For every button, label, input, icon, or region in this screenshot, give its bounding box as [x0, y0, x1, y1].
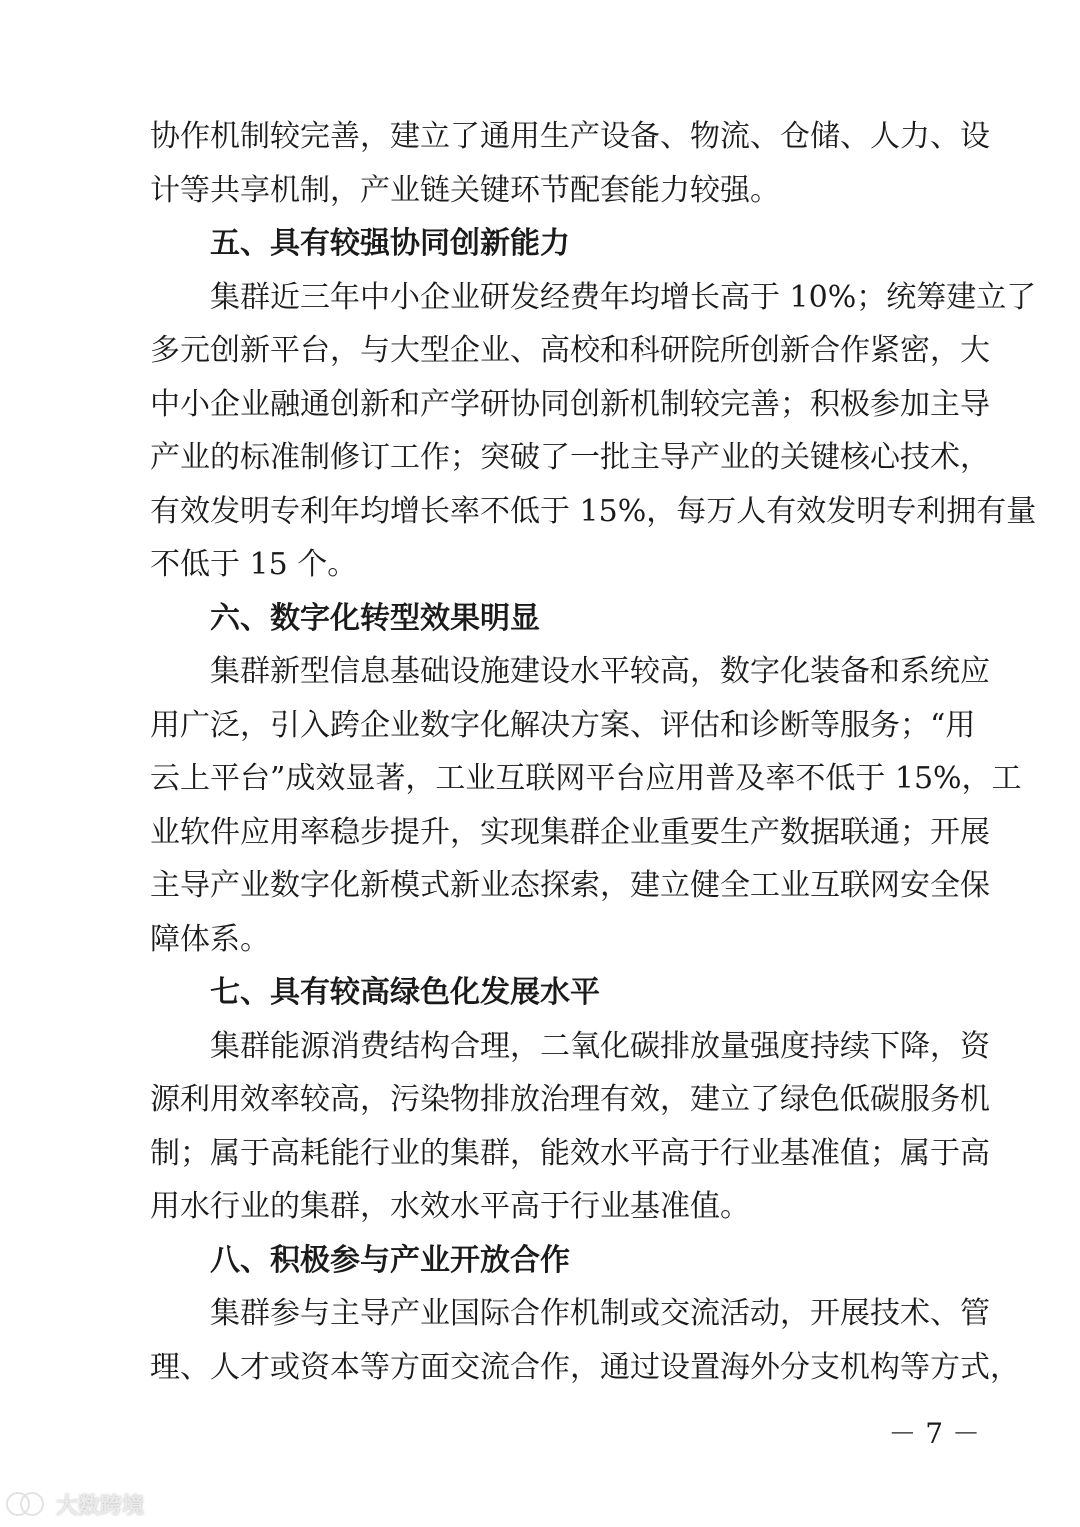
paragraph-line: 多元创新平台，与大型企业、高校和科研院所创新合作紧密，大 [150, 333, 990, 368]
paragraph-line: 集群近三年中小企业研发经费年均增长高于 10%；统筹建立了 [210, 280, 1037, 315]
section-heading-6: 六、数字化转型效果明显 [210, 601, 540, 636]
paragraph-line: 主导产业数字化新模式新业态探索，建立健全工业互联网安全保 [150, 868, 990, 903]
paragraph-line: 不低于 15 个。 [150, 547, 358, 582]
paragraph-line: 有效发明专利年均增长率不低于 15%，每万人有效发明专利拥有量 [150, 494, 1037, 529]
paragraph-line: 中小企业融通创新和产学研协同创新机制较完善；积极参加主导 [150, 387, 990, 422]
paragraph-line: 计等共享机制，产业链关键环节配套能力较强。 [150, 173, 780, 208]
paragraph-line: 集群能源消费结构合理，二氧化碳排放量强度持续下降，资 [210, 1029, 990, 1064]
paragraph-line: 用广泛，引入跨企业数字化解决方案、评估和诊断等服务；“用 [150, 708, 976, 743]
section-heading-8: 八、积极参与产业开放合作 [210, 1243, 570, 1278]
paragraph-line: 障体系。 [150, 922, 270, 957]
paragraph-line: 协作机制较完善，建立了通用生产设备、物流、仓储、人力、设 [150, 119, 990, 154]
page-number: － 7 － [888, 1417, 980, 1450]
paragraph-line: 用水行业的集群，水效水平高于行业基准值。 [150, 1189, 750, 1224]
paragraph-line: 源利用效率较高，污染物排放治理有效，建立了绿色低碳服务机 [150, 1082, 990, 1117]
paragraph-line: 产业的标准制修订工作；突破了一批主导产业的关键核心技术， [150, 440, 990, 475]
paragraph-line: 理、人才或资本等方面交流合作，通过设置海外分支机构等方式， [150, 1350, 1020, 1385]
paragraph-line: 制；属于高耗能行业的集群，能效水平高于行业基准值；属于高 [150, 1136, 990, 1171]
section-heading-5: 五、具有较强协同创新能力 [210, 226, 570, 261]
section-heading-7: 七、具有较高绿色化发展水平 [210, 975, 600, 1010]
watermark-text: 大数跨境 [56, 1493, 145, 1519]
watermark [6, 1489, 144, 1519]
paragraph-line: 集群新型信息基础设施建设水平较高，数字化装备和系统应 [210, 654, 990, 689]
paragraph-line: 业软件应用率稳步提升，实现集群企业重要生产数据联通；开展 [150, 815, 990, 850]
paragraph-line: 云上平台”成效显著，工业互联网平台应用普及率不低于 15%，工 [150, 761, 1022, 796]
watermark-logo-icon [6, 1491, 50, 1517]
paragraph-line: 集群参与主导产业国际合作机制或交流活动，开展技术、管 [210, 1296, 990, 1331]
